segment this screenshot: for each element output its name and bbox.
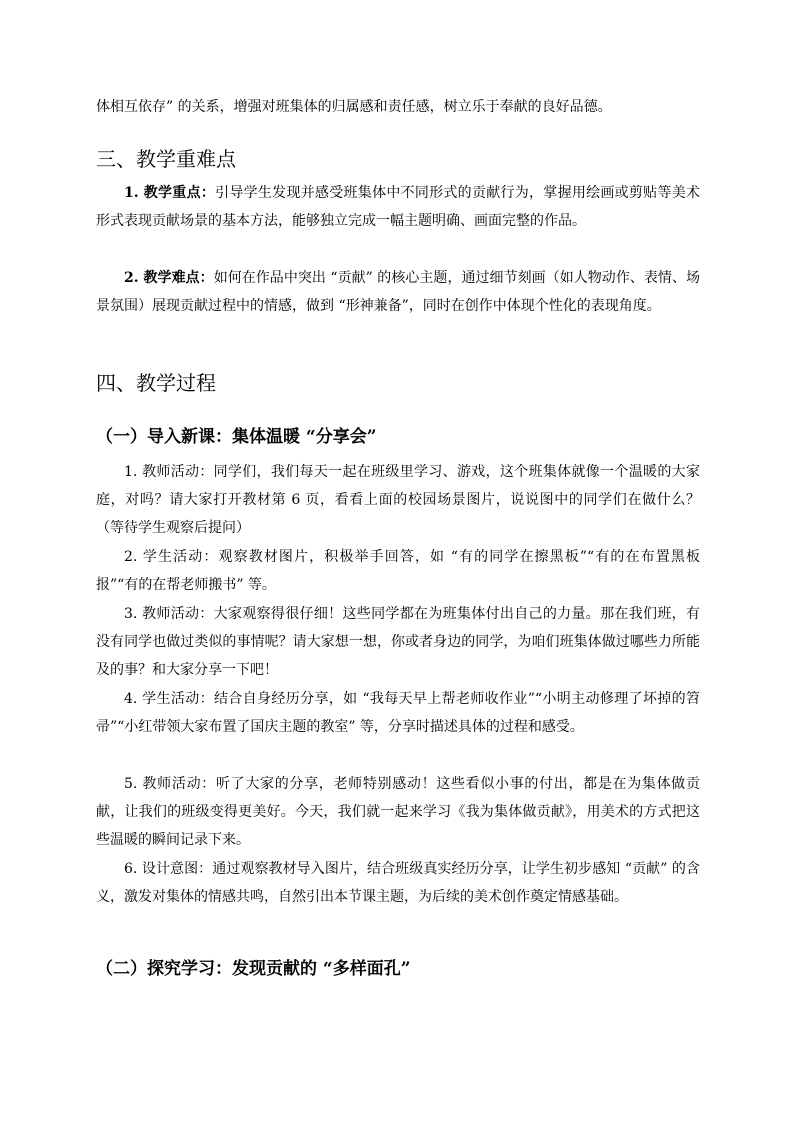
process-paragraph-4: 4. 学生活动：结合自身经历分享，如 “我每天早上帮老师收作业”“小明主动修理了坏掉的笤帚”“小红带领大家布置了国庆主题的教室” 等，分享时描述具体的过程和感受。 [96, 691, 700, 735]
process-paragraph-2: 2. 学生活动：观察教材图片，积极举手回答，如 “有的同学在擦黑板”“有的在布置黑板报”“有的在帮老师搬书” 等。 [96, 549, 700, 593]
subsection-1-heading: （一）导入新课：集体温暖 “分享会” [96, 427, 377, 447]
process-paragraph-6: 6. 设计意图：通过观察教材导入图片，结合班级真实经历分享，让学生初步感知 “贡献” 的含义，激发对集体的情感共鸣，自然引出本节课主题，为后续的美术创作奠定情感基础。 [96, 861, 700, 905]
key-point-paragraph [96, 179, 700, 235]
process-paragraph-5: 5. 教师活动：听了大家的分享，老师特别感动！这些看似小事的付出，都是在为集体做贡献，让我们的班级变得更美好。今天，我们就一起来学习《我为集体做贡献》，用美术的方式把这些温暖的瞬间记录下来。 [96, 776, 700, 848]
difficulty-label: 2. 教学难点： [124, 270, 214, 286]
difficulty-text: 如何在作品中突出 “贡献” 的核心主题，通过细节刻画（如人物动作、表情、场景氛围）展现贡献过程中的情感，做到 “形神兼备”，同时在创作中体现个性化的表现角度。 [96, 270, 700, 314]
key-point-label: 1. 教学重点： [124, 185, 216, 201]
process-paragraph-3: 3. 教师活动：大家观察得很仔细！这些同学都在为班集体付出自己的力量。那在我们班，有没有同学也做过类似的事情呢？请大家想一想，你或者身边的同学，为咱们班集体做过哪些力所能及的事？和大家分享一下吧！ [96, 606, 700, 678]
key-point-text: 引导学生发现并感受班集体中不同形式的贡献行为，掌握用绘画或剪贴等美术形式表现贡献场景的基本方法，能够独立完成一幅主题明确、画面完整的作品。 [96, 185, 700, 229]
difficulty-paragraph [96, 264, 700, 320]
intro-tail-paragraph: 体相互依存” 的关系，增强对班集体的归属感和责任感，树立乐于奉献的良好品德。 [96, 99, 612, 115]
section-3-heading: 三、教学重难点 [96, 147, 236, 171]
process-paragraph-1: 1. 教师活动：同学们，我们每天一起在班级里学习、游戏，这个班集体就像一个温暖的大家庭，对吗？请大家打开教材第 6 页，看看上面的校园场景图片，说说图中的同学们在做什么？（等待学生观察后提问） [96, 464, 700, 536]
section-4-heading: 四、教学过程 [96, 371, 216, 395]
subsection-2-heading: （二）探究学习：发现贡献的 “多样面孔” [96, 959, 411, 979]
